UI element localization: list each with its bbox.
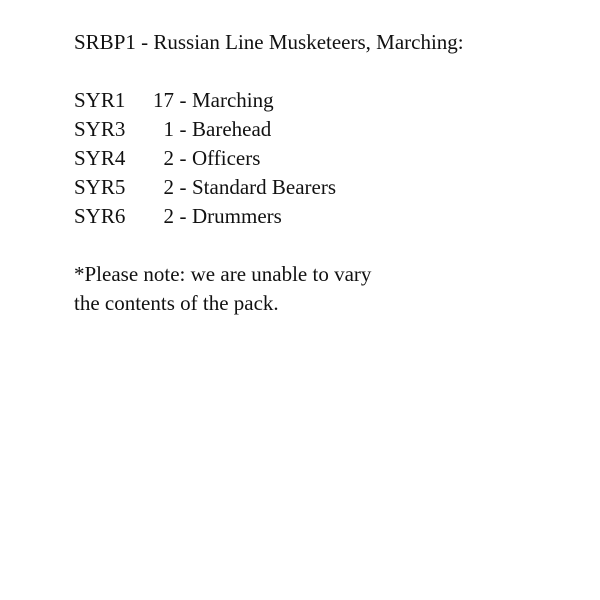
pack-contents-list — [74, 86, 574, 231]
item-description: Marching — [192, 88, 274, 112]
list-item — [74, 144, 574, 173]
item-quantity: 2 — [163, 204, 174, 228]
item-code: SYR1 — [74, 88, 126, 112]
item-description: Standard Bearers — [192, 175, 337, 199]
list-item — [74, 202, 574, 231]
item-separator: - — [179, 204, 187, 228]
list-item — [74, 86, 574, 115]
list-item — [74, 115, 574, 144]
list-item — [74, 173, 574, 202]
item-code: SYR4 — [74, 146, 126, 170]
item-description: Barehead — [192, 117, 272, 141]
item-separator: - — [179, 175, 187, 199]
item-code: SYR3 — [74, 117, 126, 141]
item-separator: - — [179, 117, 187, 141]
item-quantity: 2 — [163, 175, 174, 199]
item-code: SYR6 — [74, 204, 126, 228]
pack-title: SRBP1 - Russian Line Musketeers, Marching: — [74, 30, 464, 54]
item-quantity: 17 — [153, 88, 174, 112]
item-description: Drummers — [192, 204, 282, 228]
pack-note: *Please note: we are unable to vary the contents of the pack. — [74, 262, 372, 315]
item-quantity: 1 — [163, 117, 174, 141]
item-quantity: 2 — [163, 146, 174, 170]
product-description — [74, 28, 574, 318]
item-separator: - — [179, 146, 187, 170]
item-code: SYR5 — [74, 175, 126, 199]
item-description: Officers — [192, 146, 261, 170]
item-separator: - — [179, 88, 187, 112]
